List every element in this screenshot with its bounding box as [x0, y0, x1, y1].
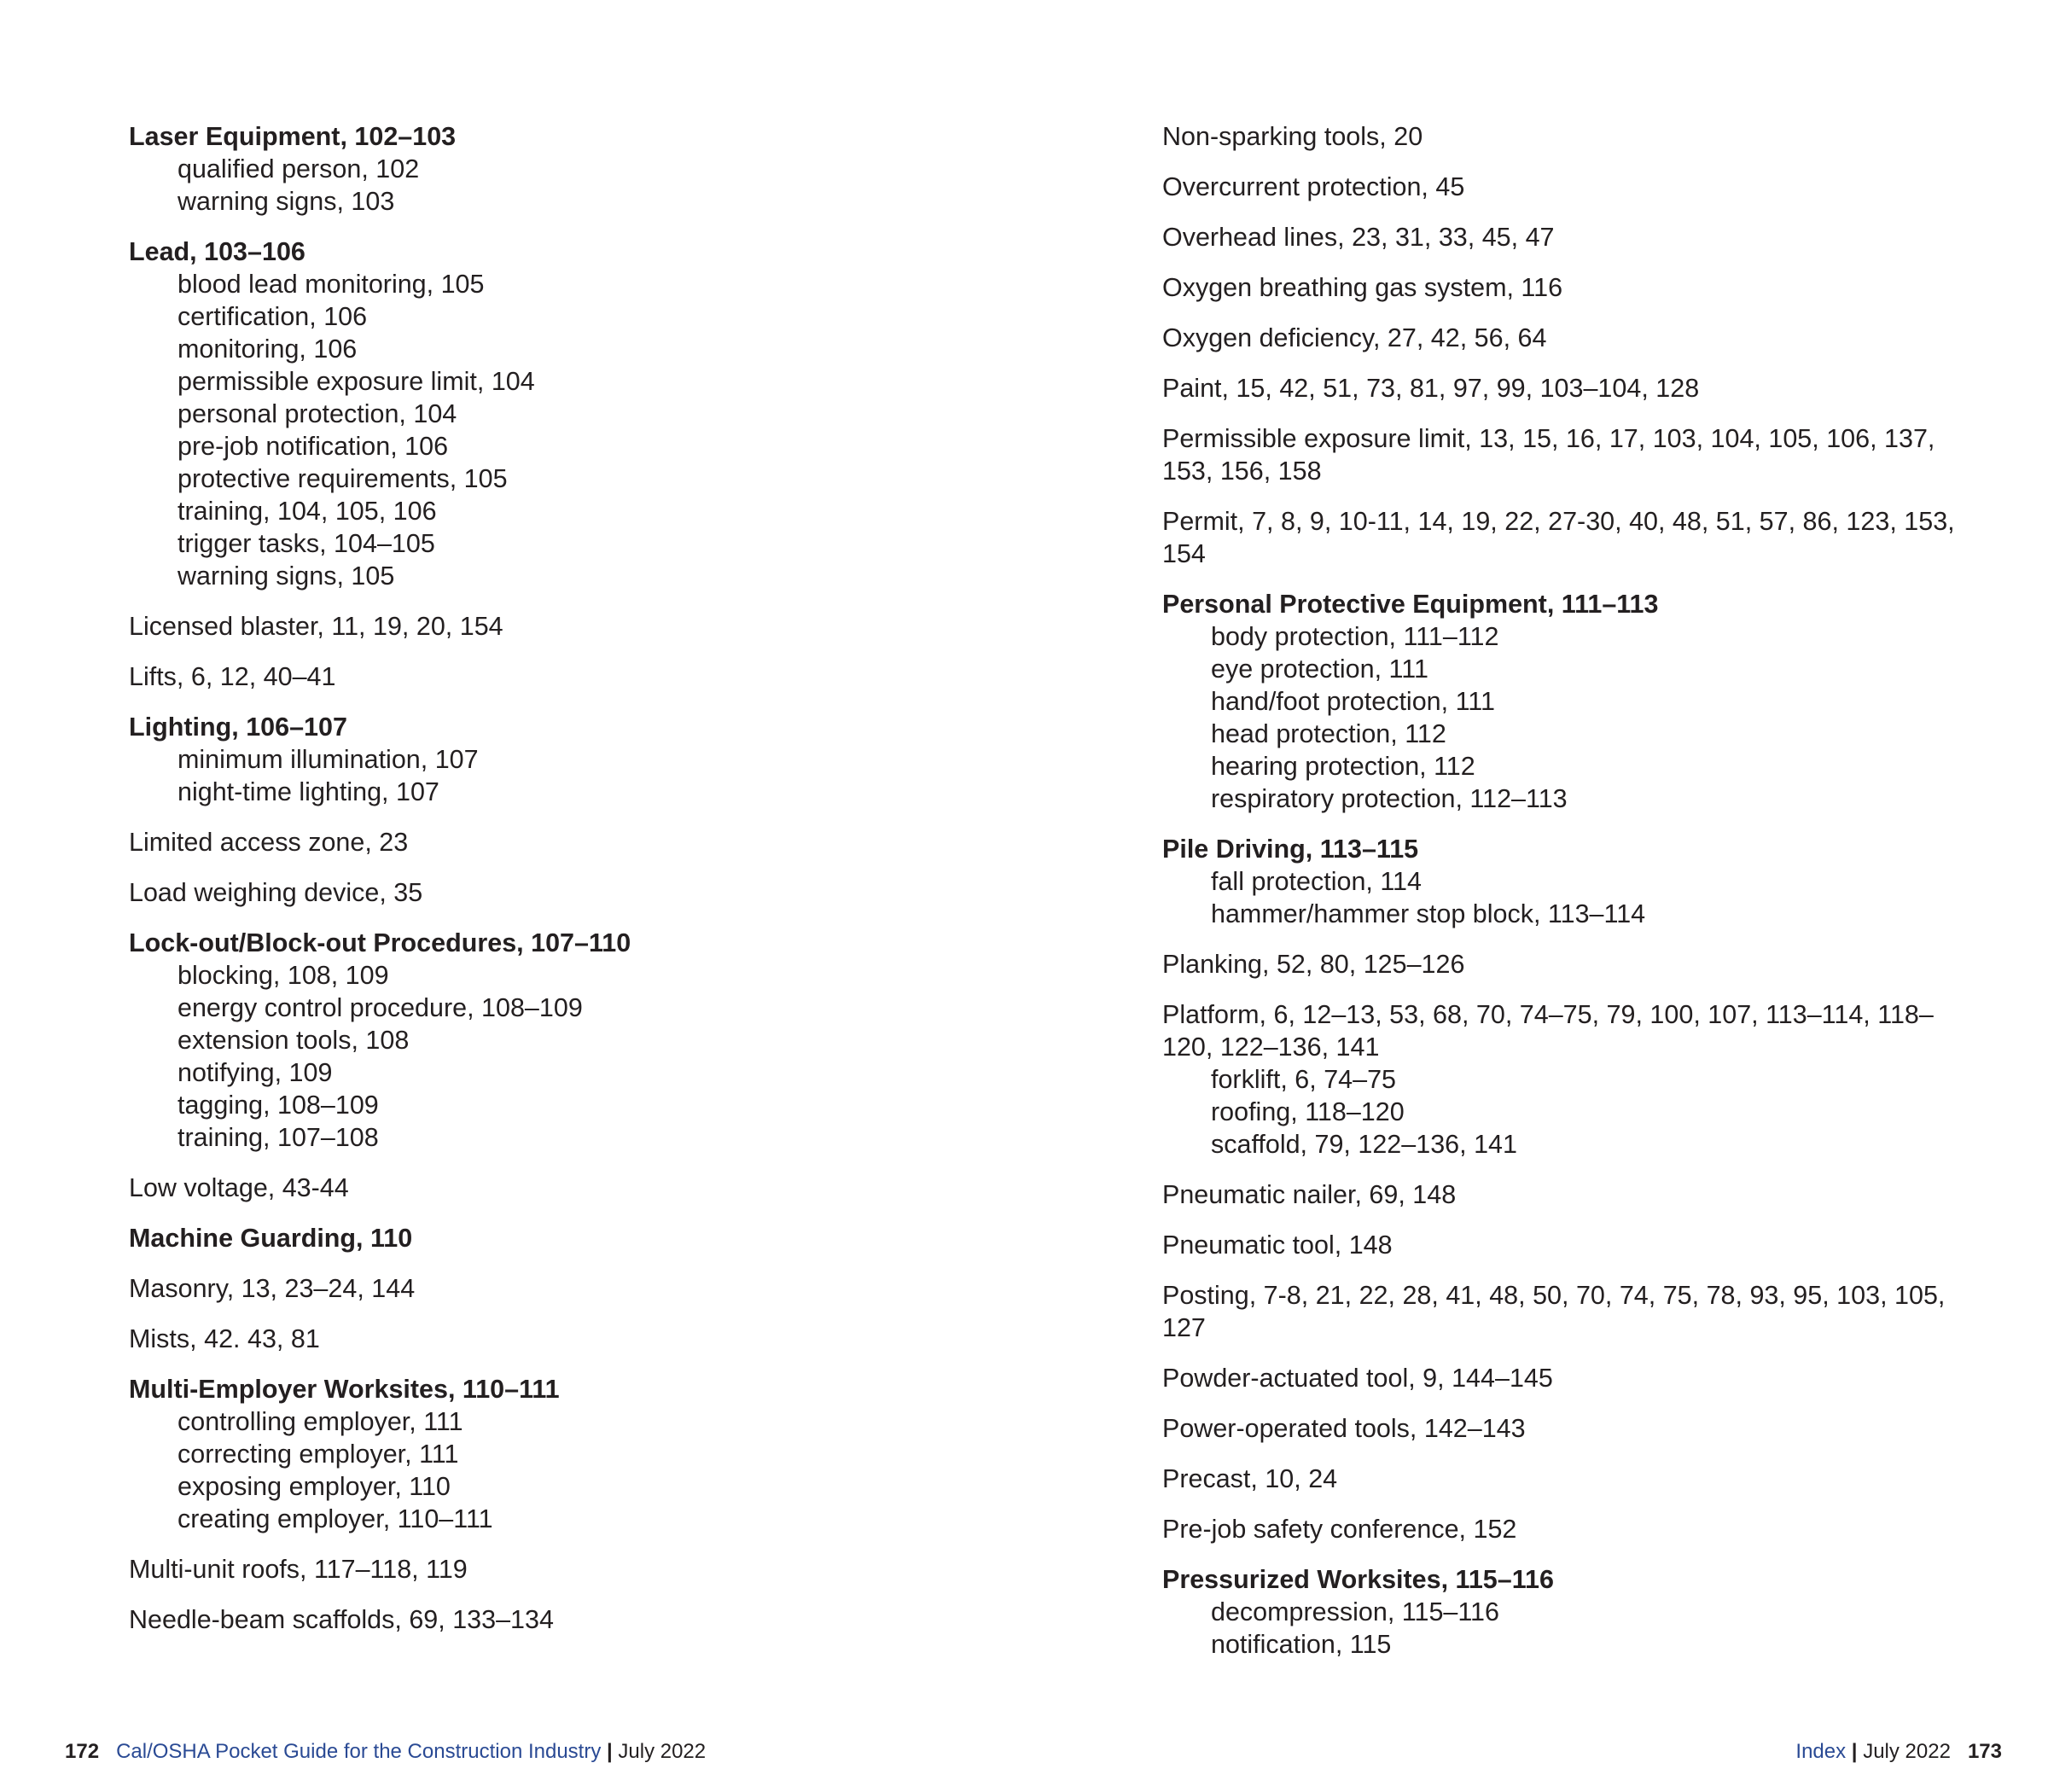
index-entry-heading: Lock-out/Block-out Procedures, 107–110 — [129, 928, 631, 957]
index-subentry: extension tools, 108 — [177, 1026, 410, 1055]
index-entry — [1162, 833, 1956, 930]
index-entry-heading: Laser Equipment, 102–103 — [129, 122, 457, 151]
index-entry — [1162, 221, 1956, 253]
index-entry-heading: Pressurized Worksites, 115–116 — [1162, 1565, 1554, 1594]
index-entry-heading: Machine Guarding, 110 — [129, 1224, 413, 1253]
section-name: Index — [1795, 1740, 1847, 1763]
index-entry-heading: Pneumatic nailer, 69, 148 — [1162, 1180, 1457, 1209]
index-entry-heading: Oxygen deficiency, 27, 42, 56, 64 — [1162, 323, 1547, 352]
index-subentry: personal protection, 104 — [177, 399, 457, 428]
index-subentry: warning signs, 105 — [177, 561, 395, 591]
index-subentry: eye protection, 111 — [1211, 655, 1428, 684]
index-subentry: pre-job notification, 106 — [177, 432, 449, 461]
index-subentry: notifying, 109 — [177, 1058, 333, 1087]
index-subentry: roofing, 118–120 — [1211, 1097, 1405, 1126]
footer-date: July 2022 — [1863, 1740, 1951, 1763]
index-entry — [129, 1603, 1110, 1636]
index-entry — [1162, 1362, 1956, 1394]
index-entry — [129, 876, 1110, 909]
index-entry — [129, 1272, 1110, 1305]
index-entry-heading: Non-sparking tools, 20 — [1162, 122, 1423, 151]
index-subentry: energy control procedure, 108–109 — [177, 993, 583, 1022]
index-subentry: minimum illumination, 107 — [177, 745, 479, 774]
index-entry — [129, 1172, 1110, 1204]
index-entry — [129, 236, 1110, 592]
index-entry-heading: Posting, 7-8, 21, 22, 28, 41, 48, 50, 70, 74, 75, 78, 93, 95, 103, 105, 127 — [1162, 1281, 1946, 1342]
index-subentry: protective requirements, 105 — [177, 464, 508, 493]
index-entry — [1162, 1563, 1956, 1661]
index-entry-heading: Precast, 10, 24 — [1162, 1464, 1338, 1493]
index-subentry: notification, 115 — [1211, 1630, 1392, 1659]
index-entry — [1162, 422, 1956, 487]
index-subentry: night-time lighting, 107 — [177, 777, 439, 806]
index-entry — [1162, 372, 1956, 404]
index-entry — [129, 1222, 1110, 1254]
index-entry-heading: Lifts, 6, 12, 40–41 — [129, 662, 336, 691]
index-column-left — [129, 120, 1110, 1654]
index-subentry: training, 104, 105, 106 — [177, 497, 437, 526]
index-entry — [1162, 1513, 1956, 1545]
index-entry — [1162, 271, 1956, 304]
index-entry-heading: Mists, 42. 43, 81 — [129, 1324, 320, 1353]
index-entry — [1162, 588, 1956, 815]
footer-right — [1795, 1739, 2002, 1765]
index-entry — [1162, 1229, 1956, 1261]
footer-date: July 2022 — [618, 1740, 707, 1763]
index-entry — [1162, 1178, 1956, 1211]
index-entry — [129, 1373, 1110, 1535]
index-subentry: tagging, 108–109 — [177, 1091, 379, 1120]
index-entry-heading: Permit, 7, 8, 9, 10-11, 14, 19, 22, 27-30, 40, 48, 51, 57, 86, 123, 153, 154 — [1162, 507, 1955, 568]
page-number-right: 173 — [1967, 1740, 2002, 1763]
index-entry-heading: Pile Driving, 113–115 — [1162, 835, 1419, 864]
index-subentry: decompression, 115–116 — [1211, 1597, 1499, 1626]
index-entry — [1162, 1279, 1956, 1344]
index-subentry: training, 107–108 — [177, 1123, 379, 1152]
index-subentry: respiratory protection, 112–113 — [1211, 784, 1568, 813]
index-entry — [1162, 998, 1956, 1161]
index-entry-heading: Limited access zone, 23 — [129, 828, 409, 857]
publication-title: Cal/OSHA Pocket Guide for the Construction Industry — [116, 1740, 602, 1763]
index-entry-heading: Overhead lines, 23, 31, 33, 45, 47 — [1162, 223, 1555, 252]
index-subentry: hand/foot protection, 111 — [1211, 687, 1495, 716]
index-subentry: qualified person, 102 — [177, 154, 420, 183]
index-subentry: certification, 106 — [177, 302, 368, 331]
index-entry-heading: Planking, 52, 80, 125–126 — [1162, 950, 1465, 979]
index-entry-heading: Powder-actuated tool, 9, 144–145 — [1162, 1364, 1553, 1393]
index-subentry: controlling employer, 111 — [177, 1407, 463, 1436]
index-entry-heading: Multi-Employer Worksites, 110–111 — [129, 1375, 560, 1404]
index-entry-heading: Paint, 15, 42, 51, 73, 81, 97, 99, 103–104, 128 — [1162, 374, 1700, 403]
index-entry — [129, 1553, 1110, 1585]
index-entry — [129, 1323, 1110, 1355]
index-subentry: fall protection, 114 — [1211, 867, 1422, 896]
index-entry-heading: Oxygen breathing gas system, 116 — [1162, 273, 1563, 302]
index-subentry: correcting employer, 111 — [177, 1440, 459, 1469]
index-subentry: scaffold, 79, 122–136, 141 — [1211, 1130, 1517, 1159]
index-entry-heading: Pre-job safety conference, 152 — [1162, 1515, 1517, 1544]
index-column-right — [1162, 120, 1956, 1679]
index-entry-heading: Multi-unit roofs, 117–118, 119 — [129, 1555, 468, 1584]
index-entry — [129, 610, 1110, 643]
index-entry-heading: Load weighing device, 35 — [129, 878, 423, 907]
index-entry-heading: Platform, 6, 12–13, 53, 68, 70, 74–75, 79, 100, 107, 113–114, 118–120, 122–136, 141 — [1162, 1000, 1934, 1062]
index-entry — [129, 826, 1110, 858]
index-entry-heading: Personal Protective Equipment, 111–113 — [1162, 590, 1659, 619]
index-entry — [129, 120, 1110, 218]
index-entry-heading: Lighting, 106–107 — [129, 713, 347, 742]
index-entry-heading: Licensed blaster, 11, 19, 20, 154 — [129, 612, 503, 641]
index-entry — [1162, 120, 1956, 153]
index-subentry: warning signs, 103 — [177, 187, 395, 216]
index-subentry: monitoring, 106 — [177, 335, 358, 364]
index-subentry: blood lead monitoring, 105 — [177, 270, 485, 299]
index-entry — [129, 927, 1110, 1154]
index-entry-heading: Low voltage, 43-44 — [129, 1173, 349, 1202]
footer-separator: | — [607, 1740, 613, 1763]
index-entry — [1162, 1412, 1956, 1445]
index-entry-heading: Power-operated tools, 142–143 — [1162, 1414, 1526, 1443]
index-entry — [1162, 505, 1956, 570]
index-subentry: head protection, 112 — [1211, 719, 1446, 748]
index-subentry: creating employer, 110–111 — [177, 1504, 493, 1533]
index-entry — [129, 660, 1110, 693]
index-subentry: exposing employer, 110 — [177, 1472, 451, 1501]
index-subentry: body protection, 111–112 — [1211, 622, 1499, 651]
index-entry-heading: Masonry, 13, 23–24, 144 — [129, 1274, 416, 1303]
index-subentry: blocking, 108, 109 — [177, 961, 389, 990]
index-entry-heading: Lead, 103–106 — [129, 237, 305, 266]
index-entry — [129, 711, 1110, 808]
index-entry-heading: Overcurrent protection, 45 — [1162, 172, 1465, 201]
footer-left — [65, 1739, 706, 1765]
index-subentry: hammer/hammer stop block, 113–114 — [1211, 899, 1646, 928]
footer-separator: | — [1851, 1740, 1858, 1763]
index-subentry: permissible exposure limit, 104 — [177, 367, 535, 396]
index-entry-heading: Pneumatic tool, 148 — [1162, 1231, 1393, 1260]
page-number-left: 172 — [65, 1740, 100, 1763]
index-entry — [1162, 1463, 1956, 1495]
index-subentry: hearing protection, 112 — [1211, 752, 1475, 781]
index-entry — [1162, 322, 1956, 354]
index-entry-heading: Permissible exposure limit, 13, 15, 16, 17, 103, 104, 105, 106, 137, 153, 156, 158 — [1162, 424, 1935, 486]
index-entry — [1162, 171, 1956, 203]
index-entry-heading: Needle-beam scaffolds, 69, 133–134 — [129, 1605, 554, 1634]
index-entry — [1162, 948, 1956, 980]
index-subentry: forklift, 6, 74–75 — [1211, 1065, 1397, 1094]
index-subentry: trigger tasks, 104–105 — [177, 529, 435, 558]
